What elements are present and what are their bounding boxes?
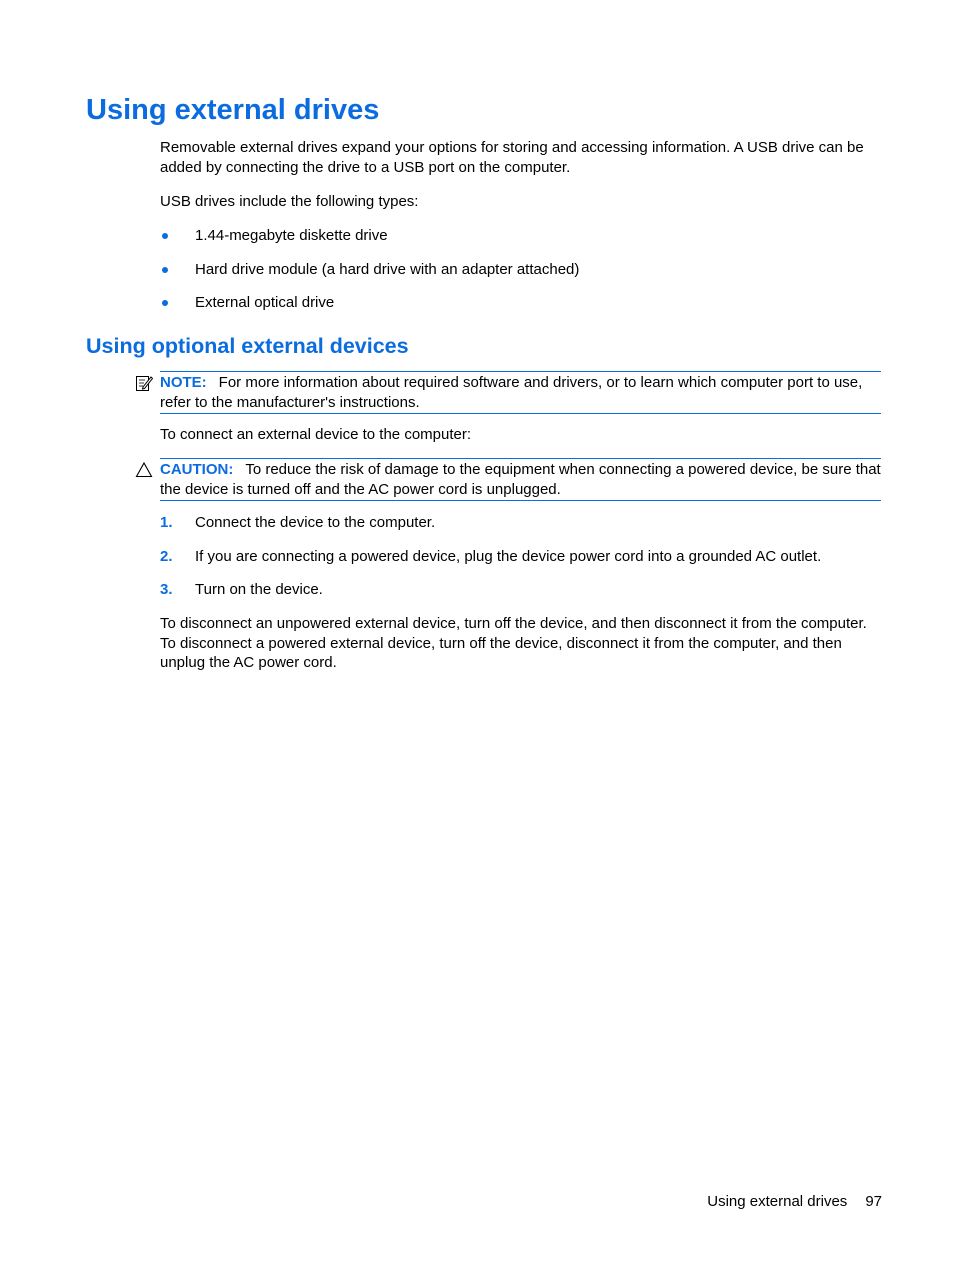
caution-callout [160, 458, 881, 501]
list-item [160, 226, 882, 246]
page-number: 97 [865, 1193, 882, 1210]
caution-text: To reduce the risk of damage to the equipment when connecting a powered device, be sure that the device is turned off and the AC power cord is unplugged. [160, 461, 881, 498]
page-footer [707, 1192, 882, 1212]
bullet-icon [162, 233, 168, 239]
list-item-text: External optical drive [195, 294, 335, 311]
step-number: 1. [160, 514, 173, 531]
bullet-icon [162, 267, 168, 273]
list-item [160, 513, 882, 533]
types-intro: USB drives include the following types: [160, 193, 419, 210]
step-text: If you are connecting a powered device, plug the device power cord into a grounded AC outlet. [195, 547, 822, 565]
note-pencil-icon [135, 374, 153, 392]
note-label: NOTE: [160, 374, 207, 391]
disconnect-paragraph: To disconnect an unpowered external device, turn off the device, and then disconnect it from the computer. To disconnect a powered external device, turn off the device, disconnect it from the computer, and then unplug the AC power cord. [160, 615, 867, 671]
caution-triangle-icon [135, 461, 153, 479]
note-callout [160, 371, 881, 414]
drive-types-list [160, 226, 882, 327]
intro-paragraph: Removable external drives expand your options for storing and accessing information. A USB drive can be added by connecting the drive to a USB port on the computer. [160, 139, 864, 176]
bullet-icon [162, 300, 168, 306]
step-text: Connect the device to the computer. [195, 514, 436, 531]
step-text: Turn on the device. [195, 581, 323, 598]
caution-label: CAUTION: [160, 461, 234, 478]
step-number: 2. [160, 547, 173, 565]
step-number: 3. [160, 581, 173, 598]
list-item [160, 547, 882, 567]
page-title: Using external drives [86, 94, 380, 126]
connect-intro: To connect an external device to the computer: [160, 426, 472, 443]
list-item [160, 293, 882, 313]
footer-section-name: Using external drives [707, 1193, 848, 1210]
list-item [160, 260, 882, 280]
list-item-text: Hard drive module (a hard drive with an adapter attached) [195, 260, 580, 278]
list-item-text: 1.44-megabyte diskette drive [195, 227, 388, 244]
list-item [160, 580, 882, 600]
section-heading: Using optional external devices [86, 334, 409, 358]
note-text: For more information about required software and drivers, or to learn which computer port to use, refer to the manufacturer's instructions. [160, 374, 863, 411]
connect-steps-list [160, 513, 882, 614]
